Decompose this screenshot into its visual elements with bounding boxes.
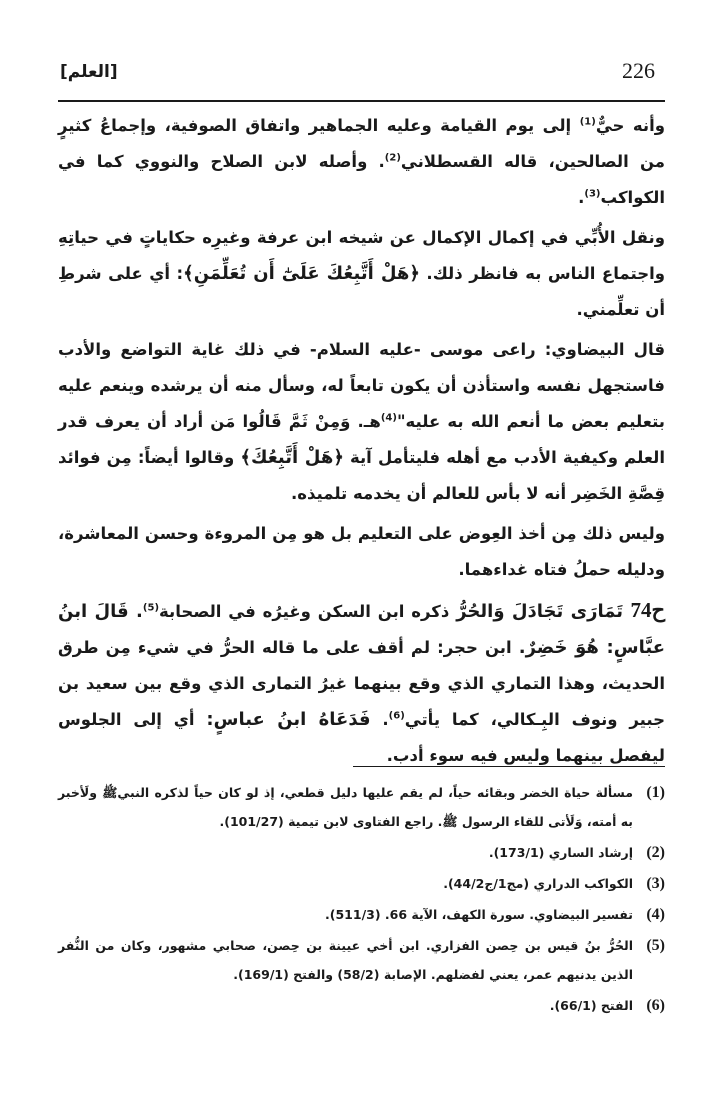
matn-text: فَدَعَاهُ ابنُ عباسٍ: <box>206 709 371 730</box>
quran-verse: ﴿هَلْ أَتَّبِعُكَ عَلَىٰٓ أَن تُعَلِّمَنِ﴾ <box>183 263 420 284</box>
paragraph-2: ونقل الأُبِّي في إكمال الإكمال عن شيخه ابن عرفة وغيرِه حكاياتٍ في حياتِهِ واجتماع الناس به فانظر ذلك. ﴿هَلْ أَتَّبِعُكَ عَلَىٰٓ أَن تُعَلِّمَنِ﴾: أي على شرطِ أن تعلِّمني. <box>58 228 665 319</box>
footnote-ref-4[interactable]: (4) <box>380 412 397 424</box>
header-rule <box>58 100 665 102</box>
footnote-number: (4) <box>646 906 665 923</box>
footnote-text: الكواكب الدراري (مج1/ج44/2). <box>443 876 633 891</box>
footnote-number: (3) <box>646 875 665 892</box>
running-title: [العلم] <box>60 62 118 82</box>
main-text <box>58 108 665 778</box>
footnote-number: (1) <box>646 784 665 801</box>
footnote-ref-2[interactable]: (2) <box>384 152 401 164</box>
footnote-text: الحُرُّ بنُ قيس بن حِصن الفزاري. ابن أخي عيينة بن حِصن، صحابي مشهور، وكان من النُّفر الذين يدنيهم عمر، يعني لفضلهم. الإصابة (58/2) والفتح (169/1). <box>58 938 633 982</box>
footnote <box>58 991 665 1020</box>
footnote-ref-1[interactable]: (1) <box>579 116 596 128</box>
footnote-number: (2) <box>646 844 665 861</box>
hadith-number: ح74 <box>630 598 666 622</box>
footnote-ref-3[interactable]: (3) <box>584 188 601 200</box>
footnote-number: (5) <box>646 937 665 954</box>
footnote <box>58 778 665 836</box>
footnote-separator <box>353 766 665 767</box>
footnote <box>58 900 665 929</box>
quran-verse: ﴿هَلْ أَتَّبِعُكَ﴾ <box>240 447 344 468</box>
matn-text: . قَالَ ابنُ عبَّاسٍ: هُوَ خَضِرٌ. <box>58 601 665 658</box>
paragraph-5: ح74 تَمَارَى تَجَادَلَ وَالحُرُّ ذكره ابن السكن وغيرُه في الصحابة$^{(5)}$. قَالَ ابنُ عبَّاسٍ: هُوَ خَضِرٌ. ابن حجر: لم أقف على ما قاله الحرُّ في شيء مِن طرق الحديث، وهذا التماري الذي وقع بينهما غيرُ التمارى الذي وقع بين سعيد بن جبير ونوف البِـكالي، كما يأتي$^{(6)}$. فَدَعَاهُ ابنُ عباسٍ: أي إلى الجلوس ليفصل بينهما وليس فيه سوء أدب. <box>58 598 666 765</box>
footnote <box>58 869 665 898</box>
footnote-text: مسألة حياة الخضر وبقائه حياً، لم يقم عليها دليل قطعي، إذ لو كان حياً لذكره النبيﷺ ولَأخبر به أمته، وَلَأتى للقاء الرسول ﷺ. راجع الفتاوى لابن تيمية (101/27). <box>58 785 633 829</box>
footnote-text: الفتح (66/1). <box>549 998 633 1013</box>
paragraph-1: وأنه حيٌّ$^{(1)}$ إلى يوم القيامة وعليه الجماهير واتفاق الصوفية، وإجماعُ كثيرٍ من الصالحين، قاله القسطلاني$^{(2)}$. وأصله لابن الصلاح والنووي كما في الكواكب$^{(3)}$. <box>58 116 666 207</box>
footnote <box>58 838 665 867</box>
page-number: 226 <box>622 58 655 83</box>
paragraph-4: وليس ذلك مِن أخذ العِوض على التعليم بل هو مِن المروءة وحسن المعاشرة، ودليله حملُ فتاه غداءهما. <box>58 524 665 579</box>
paragraph-3: قال البيضاوي: راعى موسى -عليه السلام- في ذلك غاية التواضع والأدب فاستجهل نفسه واستأذن أن يكون تابعاً له، وسأل منه أن يرشده وينعم عليه بتعليم بعض ما أنعم الله به عليه"$^{(4)}$هـ. وَمِنْ ثَمَّ قَالُوا مَن أراد أن يعرف قدر العلم وكيفية الأدب مع أهله فليتأمل آية ﴿هَلْ أَتَّبِعُكَ﴾ وقالوا أيضاً: مِن فوائد قِصَّةِ الخَضِر أنه لا بأس للعالم أن يخدمه تلميذه. <box>58 340 666 503</box>
footnote-text: تفسير البيضاوي. سورة الكهف، الآية 66. (511/3). <box>325 907 633 922</box>
matn-text: تَمَارَى تَجَادَلَ وَالحُرُّ <box>456 601 631 622</box>
footnote-ref-6[interactable]: (6) <box>388 710 405 722</box>
footnote <box>58 931 665 989</box>
footnote-number: (6) <box>646 997 665 1014</box>
footnotes <box>58 778 665 1022</box>
footnote-ref-5[interactable]: (5) <box>142 602 160 614</box>
footnote-text: إرشاد الساري (173/1). <box>488 845 633 860</box>
